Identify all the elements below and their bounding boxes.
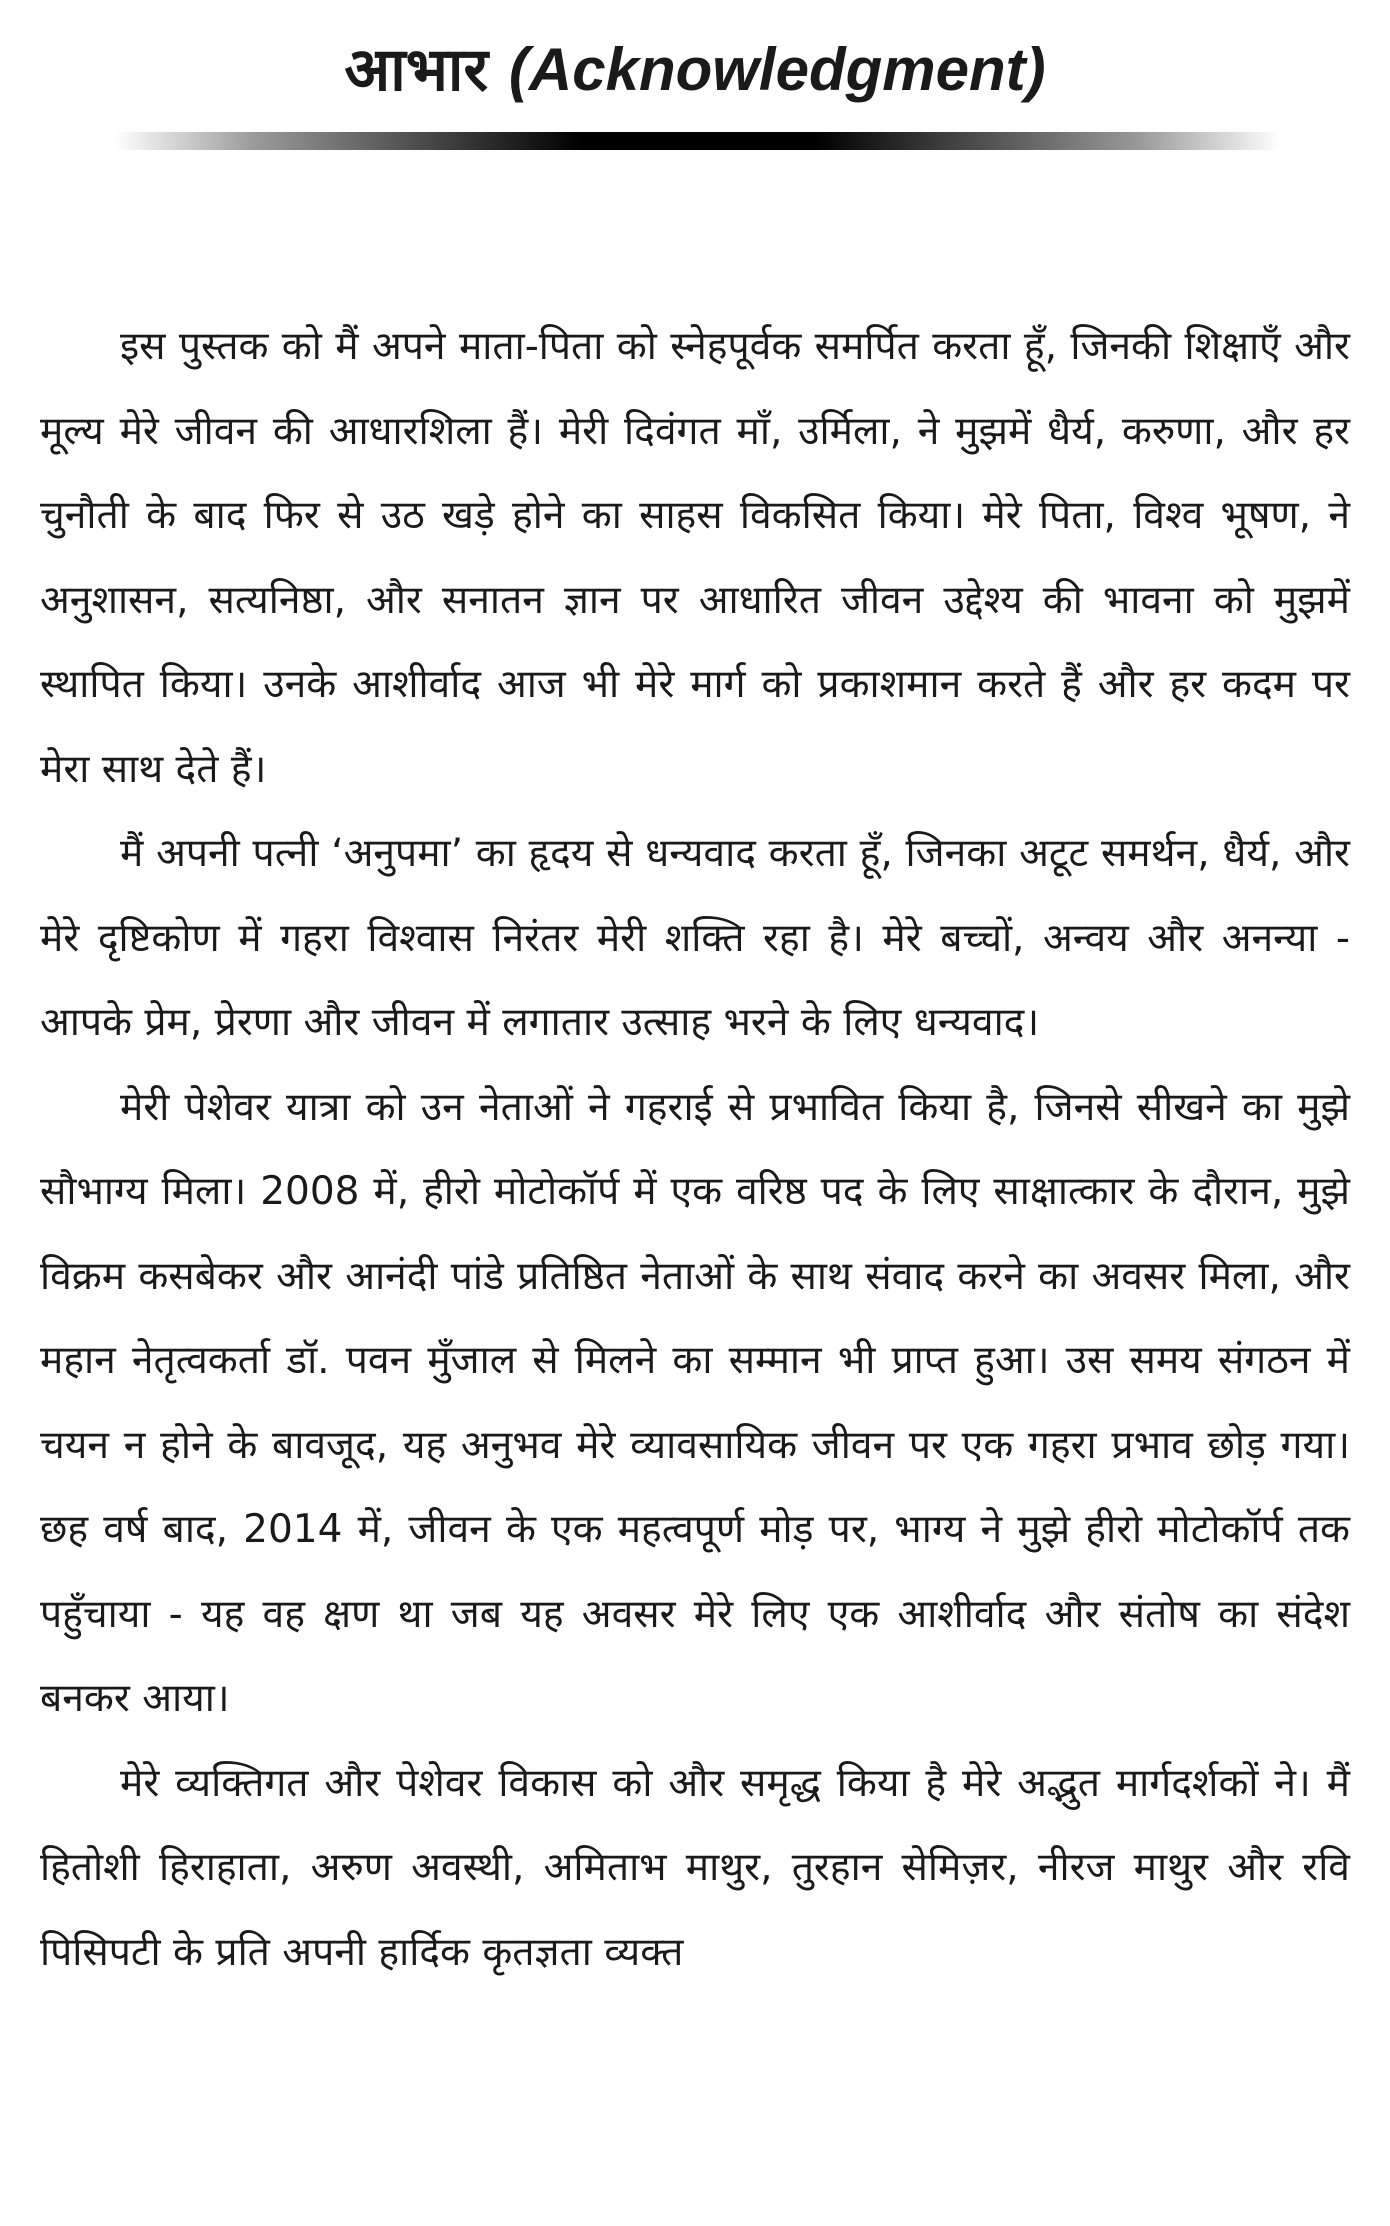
title-hindi: आभार: [344, 35, 488, 105]
title-english: (Acknowledgment): [508, 36, 1046, 103]
page-title: [0, 22, 1390, 118]
paragraph-mentors: मेरे व्यक्तिगत और पेशेवर विकास को और समृद्ध किया है मेरे अद्भुत मार्गदर्शकों ने। मैं हितोशी हिराहाता, अरुण अवस्थी, अमिताभ माथुर, तुरहान सेमिज़र, नीरज माथुर और रवि पिसिपटी के प्रति अपनी हार्दिक कृतज्ञता व्यक्त: [40, 1760, 1350, 1975]
paragraph-career: मेरी पेशेवर यात्रा को उन नेताओं ने गहराई से प्रभावित किया है, जिनसे सीखने का मुझे सौभाग्य मिला। 2008 में, हीरो मोटोकॉर्प में एक वरिष्ठ पद के लिए साक्षात्कार के दौरान, मुझे विक्रम कसबेकर और आनंदी पांडे प्रतिष्ठित नेताओं के साथ संवाद करने का अवसर मिला, और महान नेतृत्वकर्ता डॉ. पवन मुँजाल से मिलने का सम्मान भी प्राप्त हुआ। उस समय संगठन में चयन न होने के बावजूद, यह अनुभव मेरे व्यावसायिक जीवन पर एक गहरा प्रभाव छोड़ गया। छह वर्ष बाद, 2014 में, जीवन के एक महत्वपूर्ण मोड़ पर, भाग्य ने मुझे हीरो मोटोकॉर्प तक पहुँचाया - यह वह क्षण था जब यह अवसर मेरे लिए एक आशीर्वाद और संतोष का संदेश बनकर आया।: [40, 1084, 1350, 1721]
paragraph-family: मैं अपनी पत्नी ‘अनुपमा’ का हृदय से धन्यवाद करता हूँ, जिनका अटूट समर्थन, धैर्य, और मेरे दृष्टिकोण में गहरा विश्वास निरंतर मेरी शक्ति रहा है। मेरे बच्चों, अन्वय और अनन्या - आपके प्रेम, प्रेरणा और जीवन में लगातार उत्साह भरने के लिए धन्यवाद।: [40, 831, 1350, 1045]
paragraph-parents: इस पुस्तक को मैं अपने माता-पिता को स्नेहपूर्वक समर्पित करता हूँ, जिनकी शिक्षाएँ और मूल्य मेरे जीवन की आधारशिला हैं। मेरी दिवंगत माँ, उर्मिला, ने मुझमें धैर्य, करुणा, और हर चुनौती के बाद फिर से उठ खड़े होने का साहस विकसित किया। मेरे पिता, विश्व भूषण, ने अनुशासन, सत्यनिष्ठा, और सनातन ज्ञान पर आधारित जीवन उद्देश्य की भावना को मुझमें स्थापित किया। उनके आशीर्वाद आज भी मेरे मार्ग को प्रकाशमान करते हैं और हर कदम पर मेरा साथ देते हैं।: [40, 324, 1350, 792]
title-divider: [115, 132, 1280, 150]
acknowledgment-body: [40, 305, 1350, 1995]
